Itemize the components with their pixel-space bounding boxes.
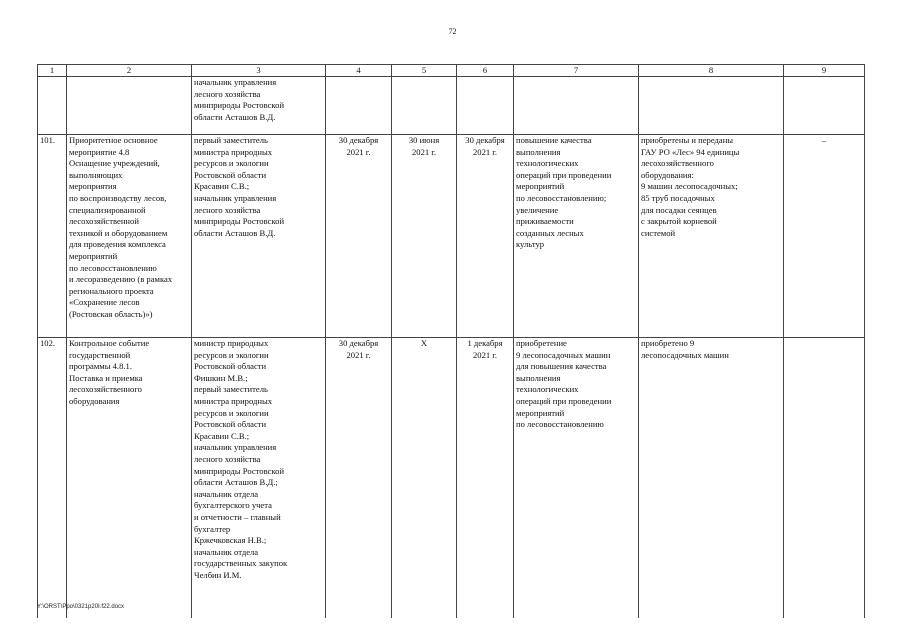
header-cell: 9 bbox=[784, 65, 865, 77]
page-number: 72 bbox=[448, 27, 457, 36]
header-cell: 2 bbox=[67, 65, 192, 77]
row-number: 101. bbox=[38, 135, 67, 338]
header-row bbox=[38, 65, 865, 77]
note-cell bbox=[784, 338, 865, 618]
expected-result: повышение качества выполнения технологических операций при проведении мероприятий по лесовосстановлению; увеличение приживаемости созданных лесных культур bbox=[514, 135, 639, 338]
actual-result: приобретены и переданы ГАУ РО «Лес» 94 единицы лесохозяйственного оборудования: 9 машин лесопосадочных; 85 труб посадочных для посадки сеянцев с закрытой корневой системой bbox=[639, 135, 784, 338]
header-cell: 4 bbox=[326, 65, 392, 77]
measure-name: Приоритетное основное мероприятие 4.8 Оснащение учреждений, выполняющих мероприятия по воспроизводству лесов, специализированной лесохозяйственной техникой и оборудованием для проведения комплекса мероприятий по лесовосстановлению и лесоразведению (в рамках регионального проекта «Сохранение лесов (Ростовская область)») bbox=[67, 135, 192, 338]
planned-date: 30 декабря 2021 г. bbox=[326, 135, 392, 338]
header-cell: 6 bbox=[457, 65, 514, 77]
note-cell: – bbox=[784, 135, 865, 338]
planned-date: 30 декабря 2021 г. bbox=[326, 338, 392, 618]
table-row bbox=[38, 338, 865, 618]
responsible-cell: первый заместитель министра природных ресурсов и экологии Ростовской области Красавин С.В.; начальник управления лесного хозяйства минприроды Ростовской области Асташов В.Д. bbox=[192, 135, 326, 338]
actual-date: 30 декабря 2021 г. bbox=[457, 135, 514, 338]
measure-name: Контрольное событие государственной программы 4.8.1. Поставка и приемка лесохозяйственного оборудования bbox=[67, 338, 192, 618]
responsible-cell: начальник управления лесного хозяйства минприроды Ростовской области Асташов В.Д. bbox=[192, 77, 326, 135]
file-path-footer: Y:\ORST\Ppo\0321p20I.f22.docx bbox=[37, 604, 125, 610]
header-cell: 8 bbox=[639, 65, 784, 77]
header-cell: 3 bbox=[192, 65, 326, 77]
expected-result: приобретение 9 лесопосадочных машин для повышения качества выполнения технологических операций при проведении мероприятий по лесовосстановлению bbox=[514, 338, 639, 618]
start-date: Х bbox=[392, 338, 457, 618]
start-date: 30 июня 2021 г. bbox=[392, 135, 457, 338]
header-cell: 5 bbox=[392, 65, 457, 77]
actual-date: 1 декабря 2021 г. bbox=[457, 338, 514, 618]
report-table bbox=[37, 64, 865, 618]
header-cell: 1 bbox=[38, 65, 67, 77]
actual-result: приобретено 9 лесопосадочных машин bbox=[639, 338, 784, 618]
continuation-row bbox=[38, 77, 865, 135]
row-number: 102. bbox=[38, 338, 67, 618]
table-row bbox=[38, 135, 865, 338]
header-cell: 7 bbox=[514, 65, 639, 77]
responsible-cell: министр природных ресурсов и экологии Ростовской области Фишкин М.В.; первый заместитель министра природных ресурсов и экологии Ростовской области Красавин С.В.; начальник управления лесного хозяйства минприроды Ростовской области Асташов В.Д.; начальник отдела бухгалтерского учета и отчетности – главный бухгалтер Кржечковская Н.В.; начальник отдела государственных закупок Челбин И.М. bbox=[192, 338, 326, 618]
